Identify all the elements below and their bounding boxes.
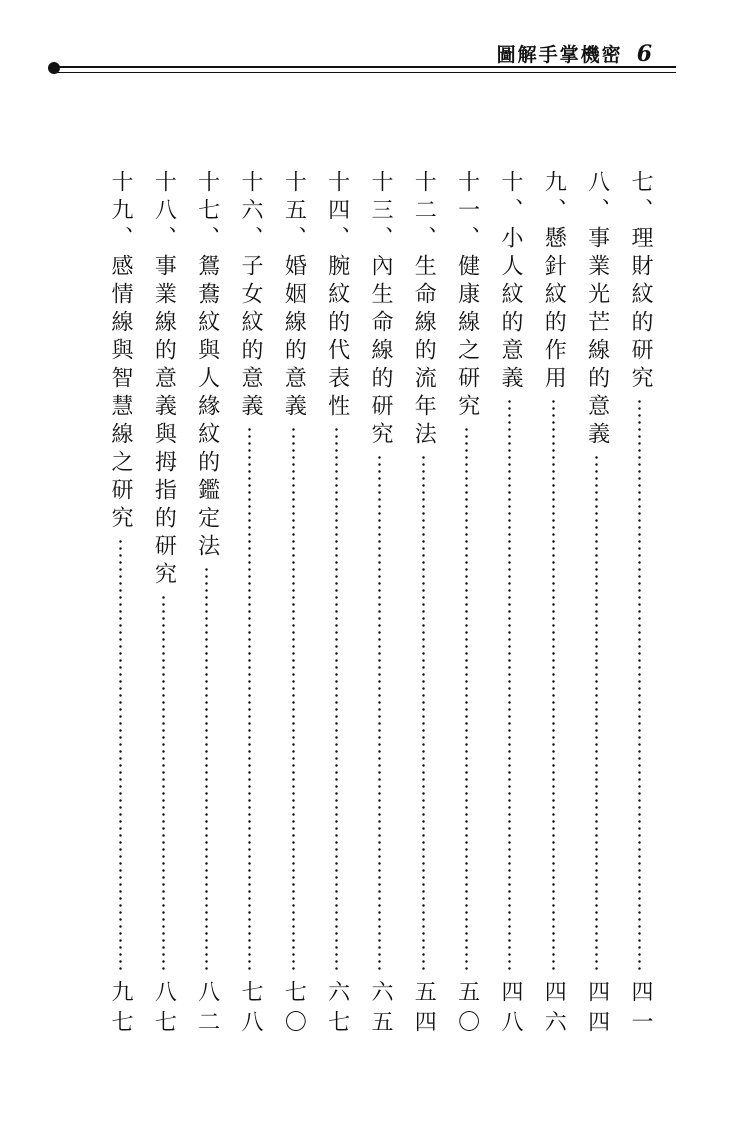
entry-number: 十九、 (108, 170, 133, 254)
entry-page-number: 九七 (108, 980, 133, 1040)
dot-leader (119, 538, 122, 974)
entry-title: 子女紋的意義 (237, 254, 263, 422)
running-header (497, 40, 652, 67)
entry-page-number: 六五 (367, 980, 393, 1040)
entry-title: 健康線之研究 (454, 254, 480, 422)
toc-entry (143, 170, 183, 1040)
toc-entry (273, 170, 313, 1040)
dot-leader (248, 426, 251, 974)
dot-leader (292, 426, 295, 974)
toc-entry (447, 170, 487, 1040)
entry-page-number: 七八 (237, 980, 263, 1040)
entry-page-number: 八七 (151, 980, 177, 1040)
entry-number: 十七、 (194, 170, 220, 254)
table-of-contents (100, 170, 660, 1040)
entry-title: 腕紋的代表性 (324, 254, 350, 422)
entry-number: 八、 (584, 170, 610, 226)
page-number: 6 (636, 41, 652, 67)
toc-entry (577, 170, 617, 1040)
header-rule-bottom (56, 72, 676, 73)
dot-leader (422, 454, 425, 974)
entry-title: 懸針紋的作用 (541, 226, 567, 394)
entry-page-number: 七〇 (281, 980, 307, 1040)
dot-leader (595, 454, 598, 974)
entry-number: 十三、 (367, 170, 393, 254)
entry-page-number: 四四 (584, 980, 610, 1040)
toc-entry (533, 170, 573, 1040)
entry-title: 內生命線的研究 (367, 254, 393, 450)
entry-title: 事業線的意義與拇指的研究 (151, 254, 177, 590)
toc-entry (230, 170, 270, 1040)
entry-number: 十一、 (454, 170, 480, 254)
toc-entry (187, 170, 227, 1040)
entry-title: 理財紋的研究 (627, 226, 653, 394)
toc-entry (100, 170, 140, 1040)
entry-page-number: 六七 (324, 980, 350, 1040)
header-rule-top (56, 66, 676, 68)
dot-leader (465, 426, 468, 974)
toc-entry (360, 170, 400, 1040)
entry-number: 十八、 (151, 170, 177, 254)
toc-entry (317, 170, 357, 1040)
entry-title: 生命線的流年法 (411, 254, 437, 450)
entry-page-number: 五四 (411, 980, 437, 1040)
entry-number: 十、 (497, 170, 523, 226)
entry-page-number: 四八 (497, 980, 523, 1040)
entry-title: 鴛鴦紋與人緣紋的鑑定法 (194, 254, 220, 562)
entry-number: 九、 (541, 170, 567, 226)
entry-page-number: 八二 (194, 980, 220, 1040)
dot-leader (638, 398, 641, 974)
dot-leader (335, 426, 338, 974)
entry-number: 十五、 (281, 170, 307, 254)
entry-number: 十四、 (324, 170, 350, 254)
dot-leader (508, 398, 511, 974)
entry-number: 七、 (627, 170, 653, 226)
book-title: 圖解手掌機密 (496, 44, 623, 66)
entry-page-number: 五〇 (454, 980, 480, 1040)
entry-title: 感情線與智慧線之研究 (108, 254, 133, 534)
toc-entry (620, 170, 660, 1040)
dot-leader (205, 566, 208, 974)
entry-number: 十六、 (237, 170, 263, 254)
toc-entry (403, 170, 443, 1040)
entry-page-number: 四六 (541, 980, 567, 1040)
entry-title: 婚姻線的意義 (281, 254, 307, 422)
entry-page-number: 四一 (627, 980, 653, 1040)
toc-entry (490, 170, 530, 1040)
entry-title: 事業光芒線的意義 (584, 226, 610, 450)
dot-leader (552, 398, 555, 974)
dot-leader (378, 454, 381, 974)
dot-leader (162, 594, 165, 974)
entry-title: 小人紋的意義 (497, 226, 523, 394)
entry-number: 十二、 (411, 170, 437, 254)
